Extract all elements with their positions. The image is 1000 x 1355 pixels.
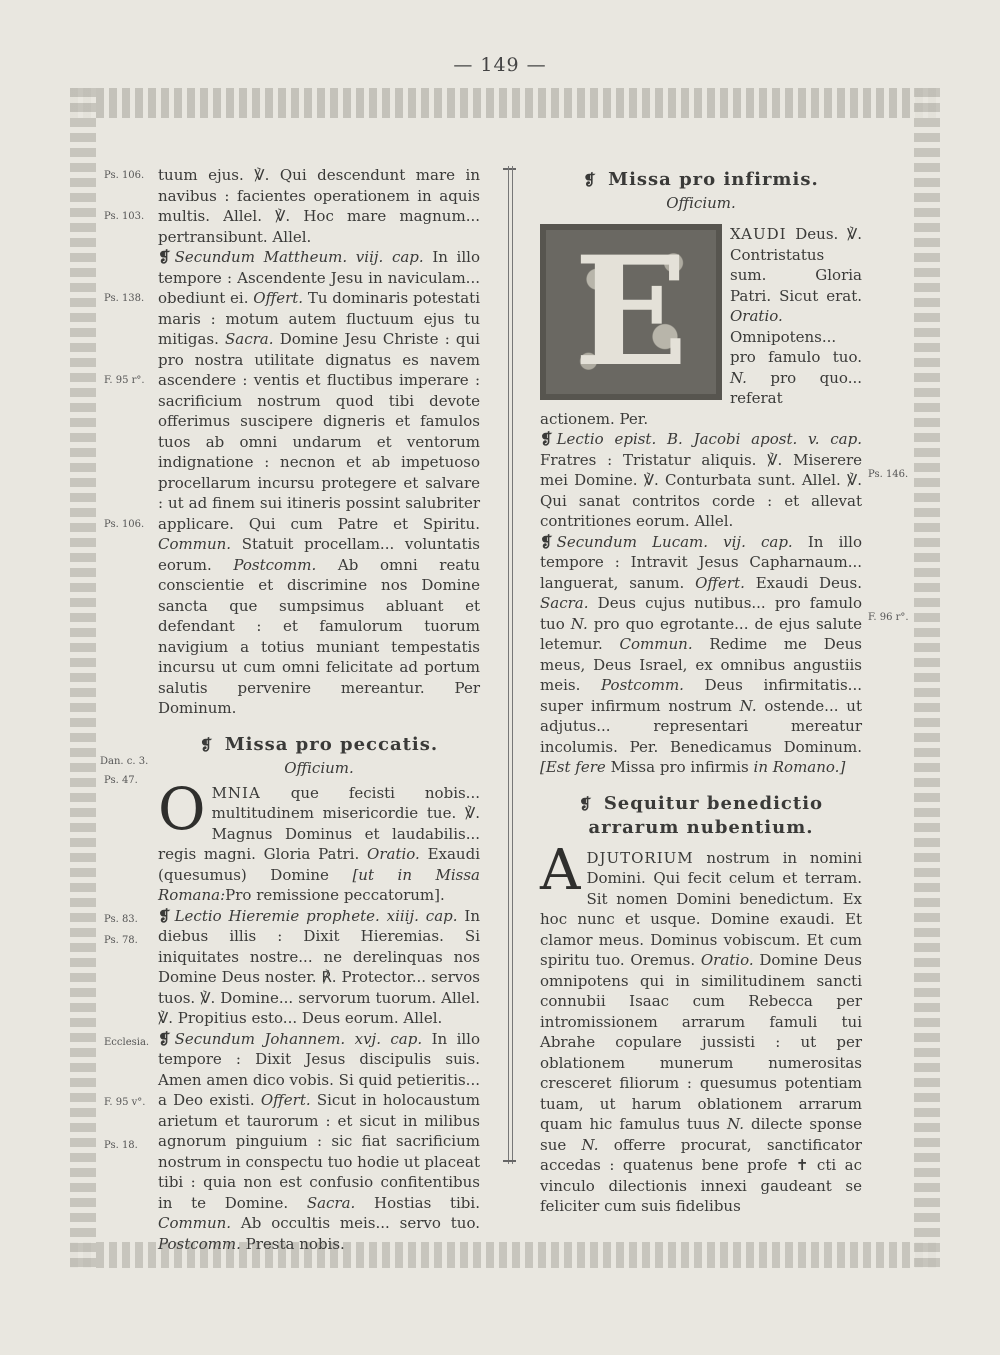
name-placeholder: N. xyxy=(570,614,588,633)
bracket-note: [Est fere xyxy=(540,758,606,776)
name-placeholder: N. xyxy=(739,696,757,715)
reading-text: In illo tempore : Intravit Jesus Capharnaum... languerat, sanum. xyxy=(540,532,862,592)
rubric-label: Offert. xyxy=(253,289,304,307)
rubric-label: Oratio. xyxy=(730,307,783,325)
text-block xyxy=(540,532,862,778)
section-heading xyxy=(540,792,862,840)
name-placeholder: N. xyxy=(581,1135,599,1154)
name-placeholder: N. xyxy=(727,1115,744,1133)
pilcrow-icon: ❡ xyxy=(540,430,553,448)
introit-text: Deus. ℣. Contristatus sum. Gloria Patri. Sicut erat. xyxy=(730,225,862,305)
margin-note: Dan. c. 3. xyxy=(100,756,149,767)
rubric-label: Commun. xyxy=(619,635,693,653)
margin-note: Ps. 18. xyxy=(104,1140,138,1151)
margin-note: F. 95 r°. xyxy=(104,375,145,386)
margin-note: Ps. 83. xyxy=(104,914,138,925)
margin-note: Ps. 106. xyxy=(104,519,145,530)
reading-text: In diebus illis : Dixit Hieremias. Si iniquitates nostre... ne derelinquas nos Domine Deus noster. ℟. Protector... servos tuos. ℣. Domine... servorum tuorum. Allel. ℣. Propitius esto... Deus eorum. Allel. xyxy=(158,906,480,1027)
page-number: — 149 — xyxy=(453,54,547,76)
ornamental-initial xyxy=(540,224,722,400)
officium-label: Officium. xyxy=(284,758,354,777)
rubric-label: Offert. xyxy=(695,573,745,592)
drop-cap: A xyxy=(540,837,581,903)
reading-title: Secundum Johannem. xvj. cap. xyxy=(174,1029,423,1048)
rubric-label: Commun. xyxy=(158,1214,232,1232)
left-column xyxy=(158,165,480,1254)
introit-text: que fecisti nobis... multitudinem misericordie tue. ℣. Magnus Dominus et laudabilis... regis magni. Gloria Patri. xyxy=(158,783,480,863)
postcommunion-text: Ab omni reatu conscientie et discrimine nos Domine sancta que sumpsimus abluant et defendant : et famulorum tuorum navigium a totius muniant tempestatis incursu ut cum omni felicitate ad portum salutis pervenire mereantur. Per Dominum. xyxy=(158,555,480,717)
initial-word: XAUDI xyxy=(730,225,787,243)
column-divider xyxy=(508,166,513,1164)
pilcrow-icon: ❡ xyxy=(158,1029,171,1048)
text-block xyxy=(158,774,480,906)
margin-note: F. 96 r°. xyxy=(868,612,909,623)
pilcrow-icon: ❡ xyxy=(199,735,214,754)
border-right xyxy=(914,88,940,1268)
initial-letter: E xyxy=(573,224,689,400)
text-block xyxy=(158,1029,480,1255)
border-left xyxy=(70,88,96,1268)
pilcrow-icon: ❡ xyxy=(158,248,171,266)
prayer-text: dilecte sponse sue xyxy=(540,1115,862,1154)
collect-text: Exaudi (quesumus) Domine xyxy=(158,845,480,884)
margin-note: Ps. 103. xyxy=(104,211,145,222)
text-block xyxy=(540,837,862,1217)
name-placeholder: N. xyxy=(730,368,747,387)
margin-note: Ps. 47. xyxy=(104,775,138,786)
bracket-note-end: Pro remissione peccatorum]. xyxy=(225,886,445,904)
text-block xyxy=(540,224,862,429)
rubric-label: Commun. xyxy=(158,535,232,553)
postcommunion-text: Presta nobis. xyxy=(245,1234,345,1253)
versicle-text: nostrum in nomini Domini. Qui fecit celum et terram. Sit nomen Domini benedictum. Ex hoc nunc et usque. Domine exaudi. Et clamor meus. Dominus vobiscum. Et cum spiritu tuo. Oremus. xyxy=(540,848,862,969)
offertory-text: Sicut in holocaustum arietum et taurorum : et sicut in milibus agnorum pinguium : sic fiat sacrificium nostrum in conspectu tuo hodie ut placeat tibi : quia non est confusio confitentibus in te Domine. xyxy=(158,1091,480,1212)
collect-text: pro quo... referat actionem. Per. xyxy=(540,368,862,428)
margin-note: F. 95 v°. xyxy=(104,1097,146,1108)
officium-label: Officium. xyxy=(666,194,736,212)
text-block xyxy=(158,906,480,1029)
margin-note: Ps. 106. xyxy=(104,170,145,181)
text-block: tuum ejus. ℣. Qui descendunt mare in navibus : facientes operationem in aquis multis. Allel. ℣. Hoc mare magnum... pertransibunt. Allel. xyxy=(158,166,480,246)
margin-note: Ps. 146. xyxy=(868,469,909,480)
offertory-text: Exaudi Deus. xyxy=(755,573,862,592)
section-heading xyxy=(540,168,862,192)
reading-title: Lectio Hieremie prophete. xiiij. cap. xyxy=(174,906,458,925)
text-block xyxy=(540,429,862,532)
divider-cap-bottom xyxy=(503,1160,516,1170)
bracket-note: Missa pro infirmis xyxy=(610,758,749,776)
pilcrow-icon: ❡ xyxy=(583,171,597,189)
prayer-text: Domine Deus omnipotens qui in similitudinem sancti connubii Isaac cum Rebecca per intromissionem arrarum famuli tui Abrahe copulare jussisti : ut per oblationem munerum numerositas cresceret filiorum : quesumus potentiam tuam, ut harum oblationem arrarum quam hic famulus tuus xyxy=(540,951,862,1133)
rubric-label: Sacra. xyxy=(540,594,589,612)
secret-text: Deus cujus nutibus... pro famulo tuo xyxy=(540,594,862,633)
bracket-note: [ut in Missa Romana: xyxy=(158,865,480,904)
postcommunion-text: Deus infirmitatis... super infirmum nostrum xyxy=(540,676,862,715)
reading-text: In illo tempore : Dixit Jesus discipulis suis. Amen amen dico vobis. Si quid petieritis... a Deo existi. xyxy=(158,1029,480,1109)
rubric-label: Offert. xyxy=(260,1091,311,1109)
pilcrow-icon: ❡ xyxy=(158,906,171,925)
reading-title: Lectio epist. B. Jacobi apost. v. cap. xyxy=(556,430,862,448)
rubric-label: Postcomm. xyxy=(158,1234,241,1253)
initial-word: MNIA xyxy=(211,783,261,802)
offertory-text: Tu dominaris potestati maris : motum autem fluctuum ejus tu mitigas. xyxy=(158,289,480,348)
heading-text: Missa pro peccatis. xyxy=(224,733,439,755)
drop-cap: O xyxy=(158,774,206,843)
rubric-label: Oratio. xyxy=(367,845,420,863)
pilcrow-icon: ❡ xyxy=(540,532,553,551)
heading-text: Sequitur benedictio arrarum nubentium. xyxy=(588,792,824,838)
heading-text: Missa pro infirmis. xyxy=(608,169,819,190)
rubric-label: Postcomm. xyxy=(233,555,317,574)
secret-text: Hostias tibi. xyxy=(374,1193,480,1212)
text-block xyxy=(158,247,480,719)
border-top xyxy=(70,88,940,118)
collect-text: Omnipotens... pro famulo tuo. xyxy=(730,327,862,366)
postcommunion-text: ostende... ut adjutus... representari mereatur incolumis. Per. Benedicamus Dominum. xyxy=(540,696,862,756)
margin-note: Ecclesia. xyxy=(104,1037,150,1048)
secret-text: pro quo egrotante... de ejus salute letemur. xyxy=(540,614,862,653)
secret-text: Domine Jesu Christe : qui pro nostra utilitate dignatus es navem ascendere : ventis et fluctibus imperare : sacrificium nostrum quod tibi devote offerimus suscipere digneris et famulos tuos ab omni undarum et ventorum indignatione : necnon et ab impetuoso procellarum incursu protegere et salvare : ut ad finem sui itineris possint salubriter applicare. Qui cum Patre et Spiritu. xyxy=(158,330,480,533)
communion-text: Ab occultis meis... servo tuo. xyxy=(240,1214,480,1232)
communion-text: Statuit procellam... voluntatis eorum. xyxy=(158,535,480,574)
reading-title: Secundum Mattheum. viij. cap. xyxy=(174,248,424,266)
margin-note: Ps. 138. xyxy=(104,293,145,304)
right-column xyxy=(540,168,862,1217)
prayer-text: offerre procurat, sanctificator accedas : quatenus bene profe ✝ cti ac vinculo dilectionis innexi gaudeant se feliciter cum suis fidelibus xyxy=(540,1135,862,1215)
reading-text: Fratres : Tristatur aliquis. ℣. Miserere mei Domine. ℣. Conturbata sunt. Allel. ℣. Qui sanat contritos corde : et allevat contritiones eorum. Allel. xyxy=(540,450,862,530)
initial-word: DJUTORIUM xyxy=(586,848,694,867)
reading-title: Secundum Lucam. vij. cap. xyxy=(556,532,793,551)
pilcrow-icon: ❡ xyxy=(578,794,593,813)
section-heading xyxy=(158,733,480,757)
rubric-label: Sacra. xyxy=(306,1193,356,1212)
rubric-label: Oratio. xyxy=(700,951,754,969)
rubric-label: Sacra. xyxy=(225,330,274,348)
rubric-label: Postcomm. xyxy=(601,676,684,694)
communion-text: Redime me Deus meus, Deus Israel, ex omnibus angustiis meis. xyxy=(540,635,862,694)
bracket-note-end: in Romano.] xyxy=(753,758,846,776)
reading-text: In illo tempore : Ascendente Jesu in naviculam... obediunt ei. xyxy=(158,248,480,307)
margin-note: Ps. 78. xyxy=(104,935,138,946)
